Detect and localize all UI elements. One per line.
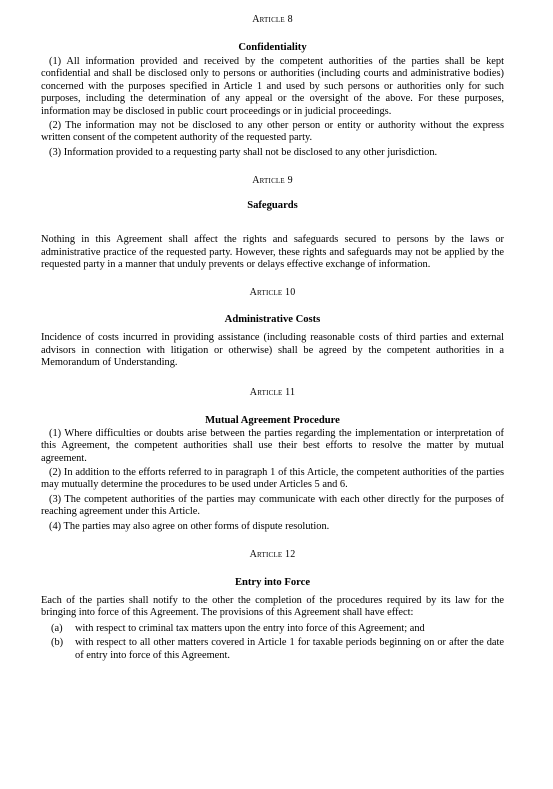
paragraph: (1) All information provided and received by the competent authorities of the parties shall be kept confidential and shall be disclosed only to persons or authorities (including courts and administrative bodies) concerned with the purposes specified in Article 1 and used by such persons or authorities only for such purposes, including the determination of any appeal or the oversight of the above. For these purposes, information may be disclosed in public court proceedings or in judicial proceedings. (41, 56, 504, 117)
article-title: Safeguards (247, 200, 298, 212)
paragraph: (2) In addition to the efforts referred to in paragraph 1 of this Article, the competent authorities of the parties may mutually determine the procedures to be used under Articles 5 and 6. (41, 466, 504, 491)
list-item-text: with respect to all other matters covered in Article 1 for taxable periods beginning on or after the date of entry into force of this Agreement. (75, 637, 504, 661)
article-heading: Article 12 (249, 548, 296, 560)
paragraph: (1) Where difficulties or doubts arise between the parties regarding the implementation or interpretation of this Agreement, the competent authorities shall use their best efforts to resolve the matter by mutual agreement. (41, 427, 504, 464)
list-item-text: with respect to criminal tax matters upon the entry into force of this Agreement; and (75, 622, 425, 634)
list-item (41, 637, 504, 662)
article-8 (41, 14, 504, 159)
list-item (41, 623, 504, 635)
paragraph: (3) Information provided to a requesting party shall not be disclosed to any other jurisdiction. (49, 146, 438, 158)
paragraph: Incidence of costs incurred in providing assistance (including reasonable costs of third parties and external advisors in connection with litigation or otherwise) shall be agreed by the competent authorities in a Memorandum of Understanding. (41, 332, 504, 369)
paragraph: (3) The competent authorities of the parties may communicate with each other directly for the purposes of reaching agreement under this Article. (41, 493, 504, 518)
article-11 (41, 387, 504, 533)
paragraph: Each of the parties shall notify to the other the completion of the procedures required by its law for the bringing into force of this Agreement. The provisions of this Agreement shall have effect: (41, 594, 504, 619)
article-9 (41, 175, 504, 271)
article-title: Confidentiality (238, 42, 307, 53)
list-item-label: (a) (51, 622, 63, 634)
list-item-label: (b) (51, 637, 64, 649)
article-title: Mutual Agreement Procedure (205, 414, 340, 426)
paragraph: Nothing in this Agreement shall affect the rights and safeguards secured to persons by the laws or administrative practice of the requested party. However, these rights and safeguards may not be applied by the requested party in a manner that unduly prevents or delays effective exchange of information. (41, 234, 504, 271)
article-heading: Article 10 (249, 287, 296, 299)
article-10 (41, 287, 504, 369)
document-page (41, 14, 504, 662)
article-12 (41, 549, 504, 662)
article-title: Entry into Force (234, 576, 311, 588)
article-heading: Article 9 (252, 175, 293, 187)
article-heading: Article 11 (249, 386, 296, 398)
article-heading: Article 8 (252, 14, 293, 25)
paragraph: (4) The parties may also agree on other forms of dispute resolution. (49, 520, 330, 532)
paragraph: (2) The information may not be disclosed to any other person or entity or authority without the express written consent of the competent authority of the requested party. (41, 120, 504, 144)
article-title: Administrative Costs (224, 314, 321, 326)
